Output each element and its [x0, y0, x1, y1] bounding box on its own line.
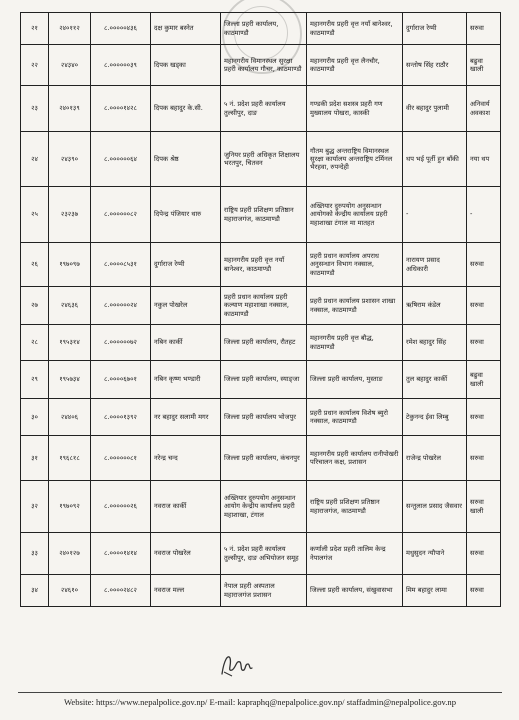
current-office-cell: राष्ट्रिय प्रहरी प्रशिक्षण प्रतिष्ठान महाराजगंज, काठमाण्डौ [221, 187, 307, 243]
serial-number-cell: २३ [21, 86, 49, 132]
table-row [21, 399, 501, 436]
replacement-officer-cell: नारायण प्रसाद अधिकारी [403, 243, 467, 287]
serial-number-cell: २९ [21, 361, 49, 399]
current-office-cell: ५ नं. प्रदेश प्रहरी कार्यालय तुल्सीपुर, दाङ [221, 86, 307, 132]
current-office-cell: ५ नं. प्रदेश प्रहरी कार्यालय तुल्सीपुर, दाङ अभियोजन समूह [221, 533, 307, 575]
table-row [21, 481, 501, 533]
employee-name-cell: दिपक खड्का [151, 45, 221, 86]
table-row [21, 243, 501, 287]
code-number-cell: ८.००००००८२ [91, 187, 151, 243]
code-number-cell: ८.०००००४३६ [91, 13, 151, 45]
website-label: Website: [63, 697, 94, 707]
replacement-officer-cell: टेकुनन्द ईवा लिम्बु [403, 399, 467, 436]
remark-cell: सरुवा [467, 533, 501, 575]
serial-number-cell: २१ [21, 13, 49, 45]
employee-name-cell: नबिन कृष्ण भण्डारी [151, 361, 221, 399]
employee-name-cell: नवराज पोखरेल [151, 533, 221, 575]
transfer-roster-table [20, 12, 501, 607]
replacement-officer-cell: वीर बहादुर पुलामी [403, 86, 467, 132]
code-number-cell: ८.००००००७२ [91, 325, 151, 361]
employee-name-cell: नबिन कार्की [151, 325, 221, 361]
code-number-cell: ८.००००००८१ [91, 436, 151, 481]
code-number-cell: ८.००००१३९२ [91, 399, 151, 436]
remark-cell: सरुवा [467, 287, 501, 325]
remark-cell: सरुवा [467, 325, 501, 361]
table-row [21, 13, 501, 45]
email-links[interactable]: kapraphq@nepalpolice.gov.np/ staffadmin@nepalpolice.gov.np [237, 697, 457, 707]
police-number-cell: १९५७३४ [49, 361, 91, 399]
employee-name-cell: नवराज कार्की [151, 481, 221, 533]
current-office-cell: जिल्ला प्रहरी कार्यालय भोजपुर [221, 399, 307, 436]
transfer-office-cell: प्रहरी प्रधान कार्यालय अपराध अनुसन्धान विभाग नक्साल, काठमाण्डौ [307, 243, 403, 287]
serial-number-cell: ३० [21, 399, 49, 436]
transfer-office-cell: महानगरीय प्रहरी वृत्त बौद्ध, काठमाण्डौ [307, 325, 403, 361]
table-row [21, 575, 501, 607]
employee-name-cell: दिपक श्रेष्ठ [151, 132, 221, 187]
remark-cell: अनिवार्य अवकाश [467, 86, 501, 132]
code-number-cell: ८.००००६७०१ [91, 361, 151, 399]
replacement-officer-cell: मधुसुदन न्यौपाने [403, 533, 467, 575]
code-number-cell: ८.००००००२४ [91, 287, 151, 325]
transfer-office-cell: महानगरीय प्रहरी वृत्त नयाँ बानेश्वर, काठमाण्डौ [307, 13, 403, 45]
current-office-cell: जिल्ला प्रहरी कार्यालय, काठमाण्डौ [221, 13, 307, 45]
police-number-cell: २४४०६ [49, 399, 91, 436]
police-number-cell: २४०११२ [49, 13, 91, 45]
table-row [21, 132, 501, 187]
police-number-cell: १९७०९७ [49, 243, 91, 287]
employee-name-cell: नर बहादुर सलामी मगर [151, 399, 221, 436]
code-number-cell: ८.००००००२६ [91, 481, 151, 533]
employee-name-cell: नरेन्द्र चन्द [151, 436, 221, 481]
replacement-officer-cell: सन्तुलाल प्रसाद जैसवार [403, 481, 467, 533]
replacement-officer-cell: - [403, 187, 467, 243]
transfer-office-cell: अख्तियार दुरुपयोग अनुसन्धान आयोगको केन्द्रीय कार्यालय प्रहरी महाशाखा टंगाल मा मातहत [307, 187, 403, 243]
current-office-cell: महानगरीय प्रहरी वृत्त नयाँ बानेश्वर, काठमाण्डौ [221, 243, 307, 287]
remark-cell: नया थप [467, 132, 501, 187]
remark-cell: सरुवा [467, 13, 501, 45]
current-office-cell: जुनियर प्रहरी अधिकृत शिक्षालय भरतपुर, चितवन [221, 132, 307, 187]
transfer-office-cell: राष्ट्रिय प्रहरी प्रशिक्षण प्रतिष्ठान महाराजगंज, काठमाण्डौ [307, 481, 403, 533]
remark-cell: सरुवा [467, 436, 501, 481]
serial-number-cell: २२ [21, 45, 49, 86]
police-number-cell: १९६८१८ [49, 436, 91, 481]
replacement-officer-cell: थप भई पूर्ती हुन बाँकी [403, 132, 467, 187]
table-row [21, 533, 501, 575]
employee-name-cell: नवराज मल्ल [151, 575, 221, 607]
website-link[interactable]: https://www.nepalpolice.gov.np/ [96, 697, 208, 707]
table-row [21, 86, 501, 132]
table-row [21, 436, 501, 481]
handwritten-signature [218, 650, 258, 680]
table-row [21, 287, 501, 325]
employee-name-cell: दक्ष कुमार बस्नेत [151, 13, 221, 45]
current-office-cell: जिल्ला प्रहरी कार्यालय, कंचनपुर [221, 436, 307, 481]
current-office-cell: महानगरीय विमानस्थल सुरक्षा प्रहरी कार्यालय गौचर, काठमाण्डौ [221, 45, 307, 86]
table-row [21, 325, 501, 361]
serial-number-cell: २५ [21, 187, 49, 243]
code-number-cell: ८.००००१४१४ [91, 533, 151, 575]
remark-cell: बढुवा खाली [467, 361, 501, 399]
footer-divider [18, 692, 502, 693]
replacement-officer-cell: मिम बहादुर लामा [403, 575, 467, 607]
serial-number-cell: ३१ [21, 436, 49, 481]
employee-name-cell: नकुल पोखरेल [151, 287, 221, 325]
replacement-officer-cell: सन्तोष सिंह राठौर [403, 45, 467, 86]
transfer-office-cell: जिल्ला प्रहरी कार्यालय, संखुवासभा [307, 575, 403, 607]
serial-number-cell: २८ [21, 325, 49, 361]
police-number-cell: २४६३६ [49, 287, 91, 325]
remark-cell: सरुवा [467, 399, 501, 436]
transfer-office-cell: प्रहरी प्रधान कार्यालय प्रशासन शाखा नक्साल, काठमाण्डौ [307, 287, 403, 325]
roster-body [21, 13, 501, 607]
transfer-office-cell: गौतम बुद्ध अन्तराष्ट्रिय विमानस्थल सुरक्षा कार्यालय अन्तराष्ट्रिय टर्मिनल भैरहवा, रुपन्देही [307, 132, 403, 187]
police-number-cell: २४६१० [49, 575, 91, 607]
page-footer [18, 697, 502, 707]
code-number-cell: ८.००००००३९ [91, 45, 151, 86]
remark-cell: सरुवा [467, 243, 501, 287]
police-number-cell: २४३४० [49, 45, 91, 86]
table-row [21, 361, 501, 399]
employee-name-cell: दिपक बहादुर के.सी. [151, 86, 221, 132]
serial-number-cell: २४ [21, 132, 49, 187]
police-number-cell: २४३९० [49, 132, 91, 187]
remark-cell: - [467, 187, 501, 243]
remark-cell: सरुवा खाली [467, 481, 501, 533]
transfer-office-cell: गण्डकी प्रदेश सशस्त्र प्रहरी गण मुख्यालय पोखरा, कास्की [307, 86, 403, 132]
code-number-cell: ८.००००१४२८ [91, 86, 151, 132]
serial-number-cell: २६ [21, 243, 49, 287]
remark-cell: बढुवा खाली [467, 45, 501, 86]
code-number-cell: ८.००००२४८२ [91, 575, 151, 607]
replacement-officer-cell: दुर्गाराज रेग्मी [403, 13, 467, 45]
police-number-cell: २३२३७ [49, 187, 91, 243]
replacement-officer-cell: राजेन्द्र पोखरेल [403, 436, 467, 481]
code-number-cell: ८.००००००६४ [91, 132, 151, 187]
transfer-office-cell: कर्णाली प्रदेश प्रहरी तालिम केन्द्र नेपालगंज [307, 533, 403, 575]
transfer-office-cell: प्रहरी प्रधान कार्यालय विशेष ब्युरो नक्साल, काठमाण्डौ [307, 399, 403, 436]
replacement-officer-cell: रमेश बहादुर सिंह [403, 325, 467, 361]
table-row [21, 187, 501, 243]
police-number-cell: २४०१२७ [49, 533, 91, 575]
code-number-cell: ८.००००८५३१ [91, 243, 151, 287]
current-office-cell: नेपाल प्रहरी अस्पताल महाराजगंज प्रशासन [221, 575, 307, 607]
serial-number-cell: ३२ [21, 481, 49, 533]
current-office-cell: प्रहरी प्रधान कार्यालय प्रहरी कल्याण महाशाखा नक्साल, काठमाण्डौ [221, 287, 307, 325]
employee-name-cell: दुर्गाराज रेग्मी [151, 243, 221, 287]
replacement-officer-cell: तुल बहादुर कार्की [403, 361, 467, 399]
email-label: E-mail: [209, 697, 236, 707]
replacement-officer-cell: ऋषिराम कंडेल [403, 287, 467, 325]
current-office-cell: अख्तियार दुरुपयोग अनुसन्धान आयोग केन्द्रीय कार्यालय प्रहरी महाशाखा, टंगाल [221, 481, 307, 533]
serial-number-cell: २७ [21, 287, 49, 325]
serial-number-cell: ३४ [21, 575, 49, 607]
current-office-cell: जिल्ला प्रहरी कार्यालय, रौतहट [221, 325, 307, 361]
transfer-office-cell: महानगरीय प्रहरी कार्यालय रानीपोखरी परिचालन कक्ष, प्रशासन [307, 436, 403, 481]
police-number-cell: २४०१३९ [49, 86, 91, 132]
transfer-office-cell: महानगरीय प्रहरी वृत्त लैनचौर, काठमाण्डौ [307, 45, 403, 86]
transfer-office-cell: जिल्ला प्रहरी कार्यालय, मुस्ताङ [307, 361, 403, 399]
current-office-cell: जिल्ला प्रहरी कार्यालय, स्याङ्जा [221, 361, 307, 399]
remark-cell: सरुवा [467, 575, 501, 607]
police-number-cell: १९७०९२ [49, 481, 91, 533]
serial-number-cell: ३३ [21, 533, 49, 575]
table-row [21, 45, 501, 86]
police-number-cell: १९५३१४ [49, 325, 91, 361]
employee-name-cell: दिपेन्द्र पंजियार थारु [151, 187, 221, 243]
